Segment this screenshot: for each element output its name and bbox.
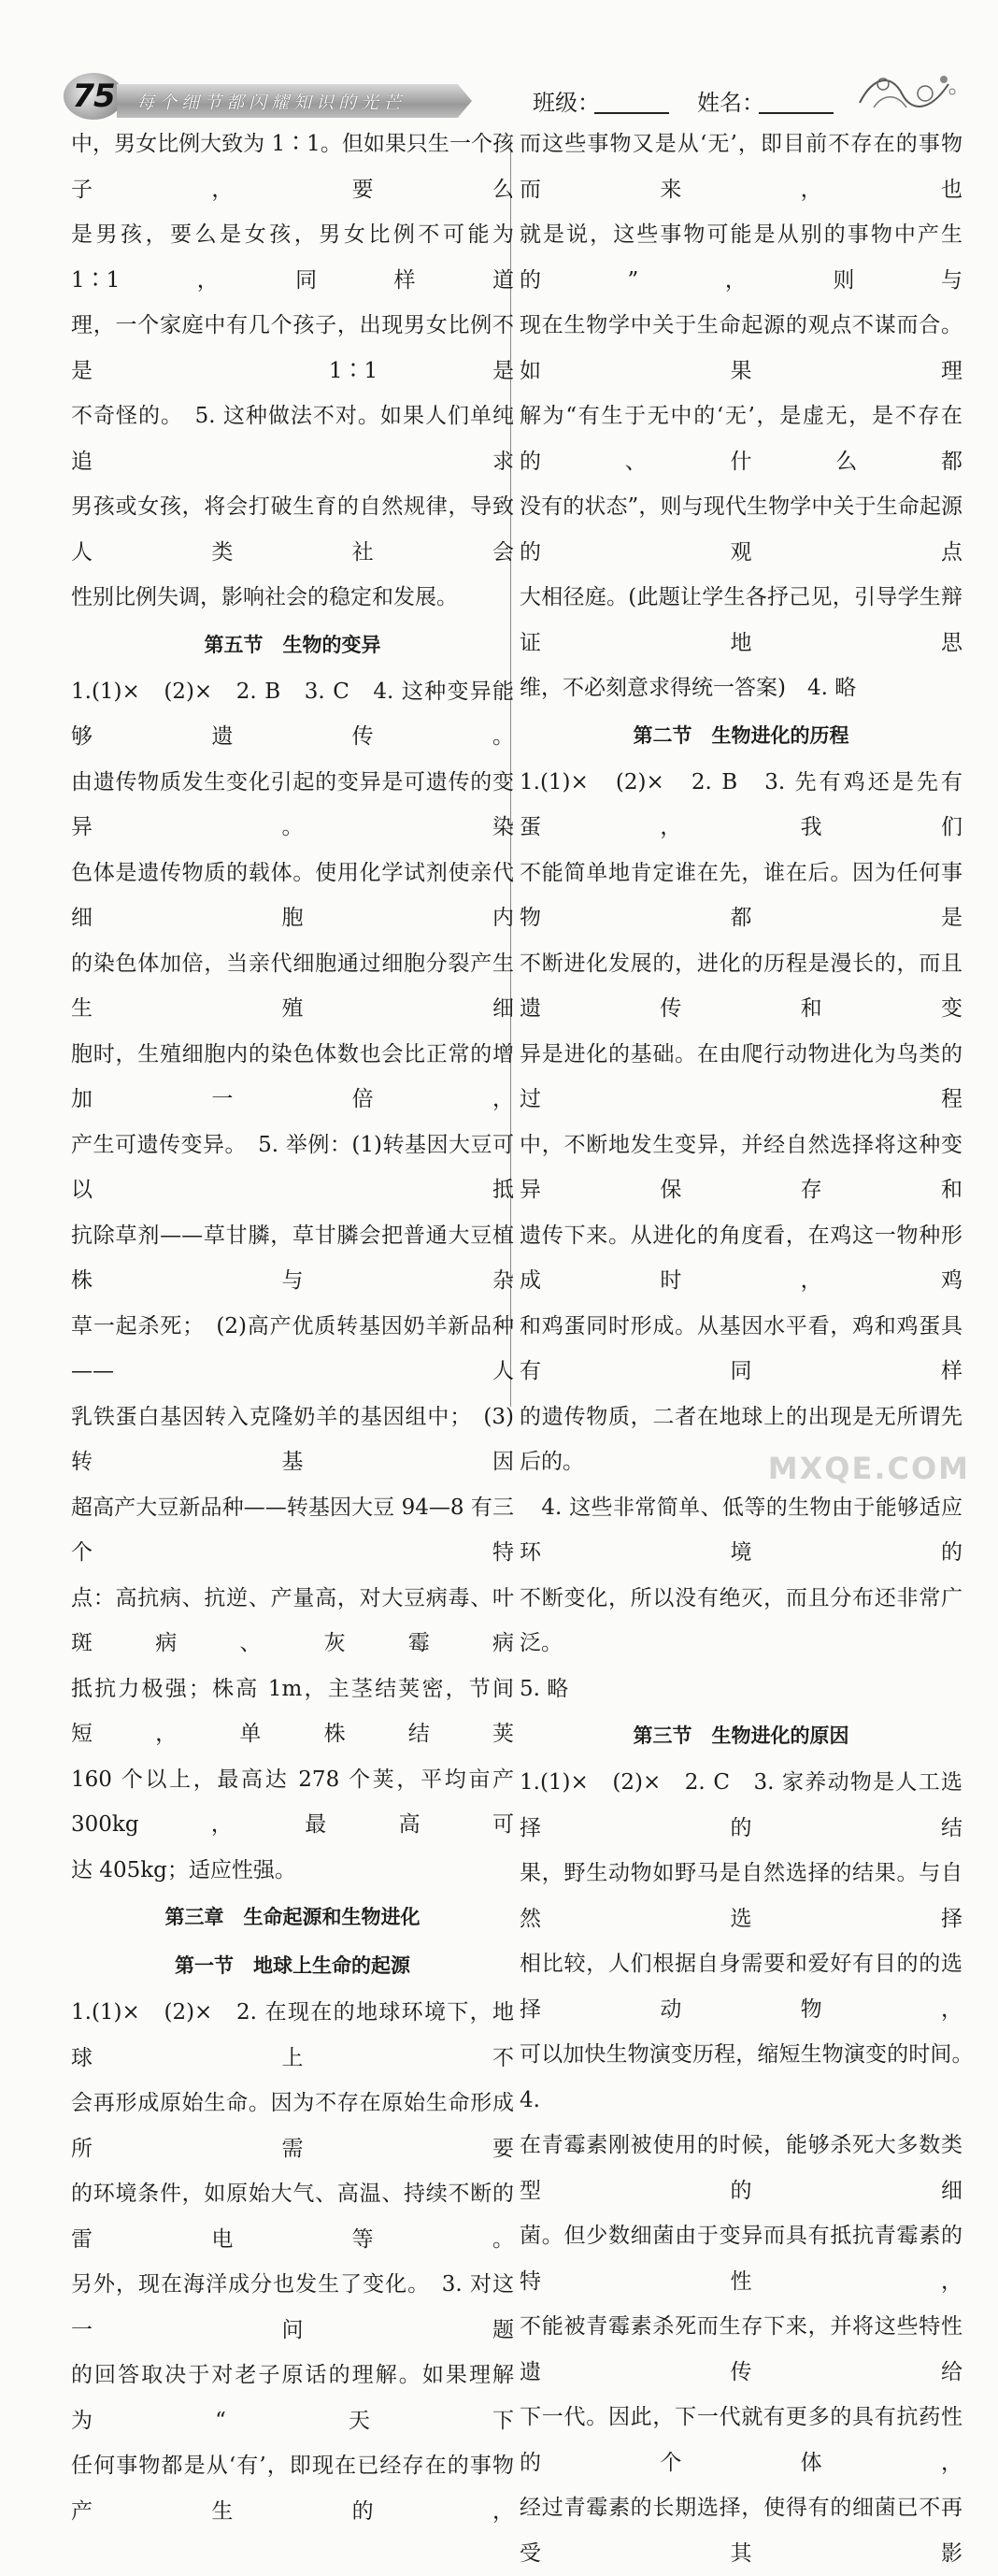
text-line: 现在生物学中关于生命起源的观点不谋而合。如果理: [520, 313, 962, 383]
text-line: 胞时，生殖细胞内的染色体数也会比正常的增加一倍，: [71, 1041, 514, 1111]
slogan-text: 每个细节都闪耀知识的光芒: [136, 93, 406, 113]
text-line: 中，男女比例大致为 1∶1。但如果只生一个孩子，要么: [71, 132, 514, 202]
text-line: 解为“有生于无中的‘无’，是虚无，是不存在的、什么都: [520, 404, 962, 474]
text-line: 不能简单地肯定谁在先，谁在后。因为任何事物都是: [520, 860, 962, 930]
text-line: 4. 这些非常简单、低等的生物由于能够适应环境的: [520, 1495, 962, 1565]
text-line: 维，不必刻意求得统一答案) 4. 略: [520, 676, 857, 700]
text-line: 中，不断地发生变异，并经自然选择将这种变异保存和: [520, 1132, 962, 1202]
text-line: 男孩或女孩，将会打破生育的自然规律，导致人类社会: [71, 494, 514, 565]
text-line: 没有的状态”，则与现代生物学中关于生命起源的观点: [520, 494, 962, 565]
text-line: 点：高抗病、抗逆、产量高，对大豆病毒、叶斑病、灰霉病: [71, 1585, 514, 1655]
text-line: 在青霉素刚被使用的时候，能够杀死大多数类型的细: [520, 2133, 962, 2203]
text-line: 任何事物都是从‘有’，即现在已经存在的事物产生的，: [71, 2454, 514, 2524]
text-line: 超高产大豆新品种——转基因大豆 94—8 有三个特: [71, 1495, 514, 1565]
text-line: 遗传下来。从进化的角度看，在鸡这一物种形成时，鸡: [520, 1223, 962, 1293]
text-line: 抗除草剂——草甘膦，草甘膦会把普通大豆植株与杂: [71, 1223, 514, 1293]
left-column: [71, 122, 514, 2534]
class-label: 班级：: [533, 90, 600, 116]
text-line: 下一代。因此，下一代就有更多的具有抗药性的个体，: [520, 2405, 962, 2475]
text-line: 不奇怪的。 5. 这种做法不对。如果人们单纯追求: [71, 404, 514, 474]
text-line: 的染色体加倍，当亲代细胞通过细胞分裂产生生殖细: [71, 951, 514, 1021]
text-line: 由遗传物质发生变化引起的变异是可遗传的变异。染: [71, 769, 514, 839]
text-line: 160 个以上，最高达 278 个荚，平均亩产 300kg，最高可: [71, 1767, 514, 1837]
page-number: 75: [64, 73, 123, 120]
text-line: 是男孩，要么是女孩，男女比例不可能为 1∶1，同样道: [71, 222, 514, 293]
text-line: 不能被青霉素杀死而生存下来，并将这些特性遗传给: [520, 2314, 962, 2384]
floral-ornament-icon: [855, 65, 958, 122]
text-line: 可以加快生物演变历程，缩短生物演变的时间。 4.: [520, 2042, 984, 2112]
text-line: 1.(1)× (2)× 2. C 3. 家养动物是人工选择的结: [520, 1770, 962, 1840]
text-line: 1.(1)× (2)× 2. B 3. 先有鸡还是先有蛋，我们: [520, 769, 962, 839]
text-line: 菌。但少数细菌由于变异而具有抵抗青霉素的特性，: [520, 2224, 962, 2294]
text-line: 抵抗力极强；株高 1m，主茎结荚密，节间短，单株结荚: [71, 1676, 514, 1746]
text-line: 乳铁蛋白基因转入克隆奶羊的基因组中； (3)转基因: [71, 1404, 514, 1474]
text-line: 会再形成原始生命。因为不存在原始生命形成所需要: [71, 2091, 514, 2161]
text-line: 不断进化发展的，进化的历程是漫长的，而且遗传和变: [520, 951, 962, 1021]
page-header: [0, 0, 998, 140]
text-line: 和鸡蛋同时形成。从基因水平看，鸡和鸡蛋具有同样: [520, 1313, 962, 1383]
text-line: 产生可遗传变异。 5. 举例：(1)转基因大豆可以抵: [71, 1132, 514, 1202]
text-line: 经过青霉素的长期选择，使得有的细菌已不再受其影: [520, 2496, 962, 2566]
text-line: 异是进化的基础。在由爬行动物进化为鸟类的过程: [520, 1041, 962, 1111]
section-heading: 第二节 生物进化的历程: [633, 723, 849, 747]
text-line: 而这些事物又是从‘无’，即目前不存在的事物而来，也: [520, 132, 962, 202]
text-line: 5. 略: [520, 1676, 569, 1701]
section-heading: 第五节 生物的变异: [204, 633, 381, 656]
text-line: 就是说，这些事物可能是从别的事物中产生的”，则与: [520, 222, 962, 293]
text-line: 达 405kg；适应性强。: [71, 1857, 296, 1882]
text-line: 大相径庭。(此题让学生各抒己见，引导学生辩证地思: [520, 585, 962, 655]
text-line: 的遗传物质，二者在地球上的出现是无所谓先后的。: [520, 1404, 962, 1474]
section-heading: 第三节 生物进化的原因: [633, 1724, 849, 1747]
text-line: 的回答取决于对老子原话的理解。如果理解为“天下: [71, 2363, 514, 2433]
name-label: 姓名：: [697, 90, 764, 116]
text-line: 的环境条件，如原始大气、高温、持续不断的雷电等。: [71, 2182, 514, 2252]
text-line: 草一起杀死； (2)高产优质转基因奶羊新品种——人: [71, 1313, 514, 1383]
text-line: 1.(1)× (2)× 2. 在现在的地球环境下，地球上不: [71, 2000, 514, 2070]
text-line: 另外，现在海洋成分也发生了变化。 3. 对这一问题: [71, 2272, 514, 2342]
text-line: 1.(1)× (2)× 2. B 3. C 4. 这种变异能够遗传。: [71, 679, 514, 749]
chapter-heading: 第三章 生命起源和生物进化: [164, 1906, 421, 1928]
text-line: 理，一个家庭中有几个孩子，出现男女比例不是 1∶1是: [71, 313, 514, 383]
text-line: 色体是遗传物质的载体。使用化学试剂使亲代细胞内: [71, 860, 514, 930]
section-heading: 第一节 地球上生命的起源: [175, 1954, 410, 1977]
class-field-line: [594, 112, 669, 114]
watermark-text: MXQE.COM: [767, 1451, 970, 1486]
text-line: 相比较，人们根据自身需要和爱好有目的的选择动物，: [520, 1952, 962, 2022]
name-field-line: [759, 112, 834, 114]
text-line: 果，野生动物如野马是自然选择的结果。与自然选择: [520, 1861, 962, 1931]
text-line: 性别比例失调，影响社会的稳定和发展。: [71, 585, 458, 609]
text-line: 不断变化，所以没有绝灭，而且分布还非常广泛。: [520, 1585, 962, 1655]
right-column: [520, 122, 984, 2576]
